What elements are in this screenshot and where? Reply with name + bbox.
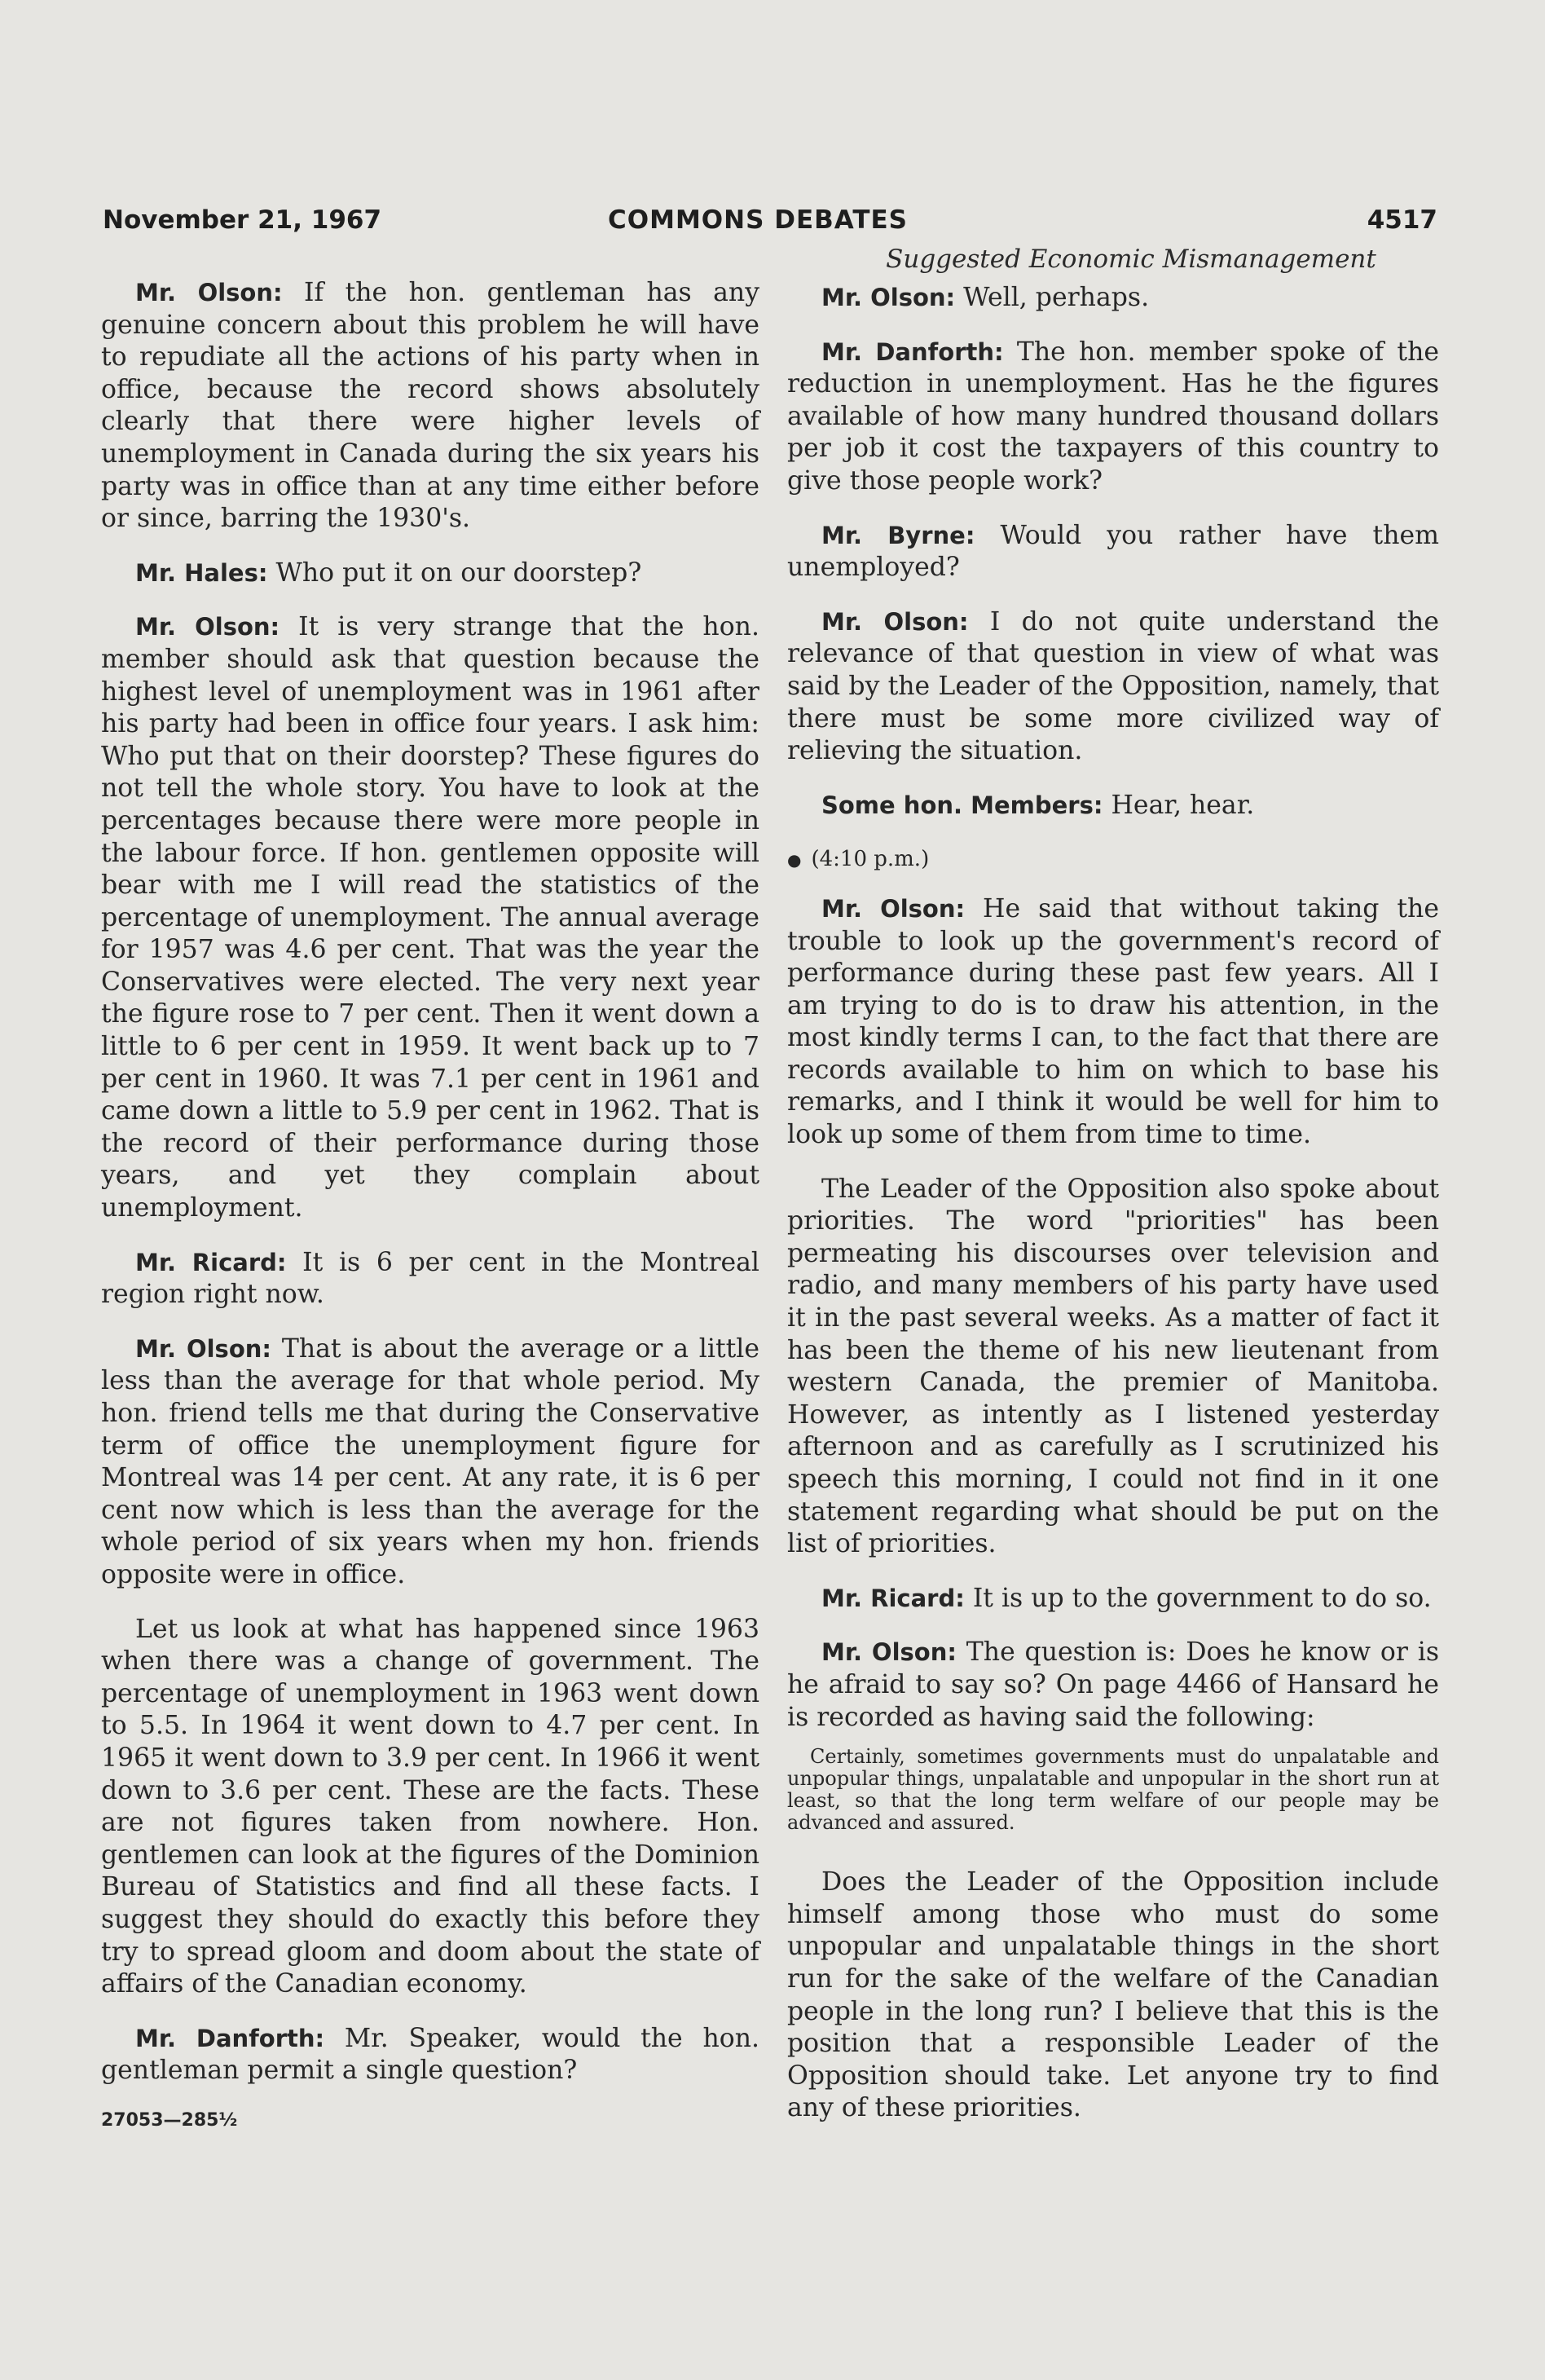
time-stamp: (4:10 p.m.) (811, 847, 930, 872)
paragraph (101, 558, 759, 590)
paragraph (787, 606, 1439, 768)
speaker-name: Mr. Ricard: (135, 1248, 287, 1276)
speech-text: It is up to the government to do so. (964, 1583, 1432, 1613)
paragraph (101, 611, 759, 1224)
speech-text: The Leader of the Opposition also spoke about priorities. The word "priorities" has been permeating his discourses over television and radio, and many members of his party have used it in the past several weeks. As a matter of fact it has been the theme of his new lieutenant from western Canada, the premier of Manitoba. However, as intently as I listened yesterday afternoon and as carefully as I scrutinized his speech this morning, I could not find in it one statement regarding what should be put on the list of priorities. (787, 1174, 1439, 1559)
speaker-name: Mr. Olson: (821, 607, 969, 636)
speech-text: Let us look at what has happened since 1963 when there was a change of government. The percentage of unemployment in 1963 went down to 5.5. In 1964 it went down to 4.7 per cent. In 1965 it went down to 3.9 per cent. In 1966 it went down to 3.6 per cent. These are the facts. These are not figures taken from nowhere. Hon. gentlemen can look at the figures of the Dominion Bureau of Statistics and find all these facts. I suggest they should do exactly this before they try to spread gloom and doom about the state of affairs of the Canadian economy. (101, 1614, 759, 1999)
speech-text: If the hon. gentleman has any genuine concern about this problem he will have to repudiate all the actions of his party when in office, because the record shows absolutely clearly that there were higher levels of unemployment in Canada during the six years his party was in office than at any time either before or since, barring the 1930's. (101, 278, 759, 534)
paragraph (787, 1867, 1439, 2125)
speaker-name: Mr. Danforth: (135, 2024, 325, 2052)
paragraph (101, 277, 759, 536)
speech-text: The question is: Does he know or is he afraid to say so? On page 4466 of Hansard he is recorded as having said the following: (787, 1637, 1439, 1732)
speech-text: Mr. Speaker, would the hon. gentleman permit a single question? (101, 2023, 759, 2086)
speech-text: He said that without taking the trouble to look up the government's record of performance during these past few years. All I am trying to do is to draw his attention, in the most kindly terms I can, to the fact that there are records available to him on which to base his remarks, and I think it would be well for him to look up some of them from time to time. (787, 893, 1439, 1150)
paragraph (787, 1637, 1439, 1734)
left-column (101, 277, 759, 2158)
footer-code: 27053—285½ (101, 2109, 238, 2131)
bullet-icon: ● (787, 850, 802, 870)
speaker-name: Mr. Danforth: (821, 337, 1004, 366)
speaker-name: Mr. Byrne: (821, 521, 975, 549)
speaker-name: Mr. Ricard: (821, 1584, 965, 1612)
paragraph (787, 520, 1439, 584)
speech-text: Does the Leader of the Opposition include himself among those who must do some unpopular and unpalatable things in the short run for the sake of the welfare of the Canadian people in the long run? I believe that this is the position that a responsible Leader of the Opposition should take. Let anyone try to find any of these priorities. (787, 1867, 1439, 2123)
speech-text: It is very strange that the hon. member should ask that question because the highest level of unemployment was in 1961 after his party had been in office four years. I ask him: Who put that on their doorstep? These figures do not tell the whole story. You have to look at the percentages because there were more people in the labour force. If hon. gentlemen opposite will bear with me I will read the statistics of the percentage of unemployment. The annual average for 1957 was 4.6 per cent. That was the year the Conservatives were elected. The very next year the figure rose to 7 per cent. Then it went down a little to 6 per cent in 1959. It went back up to 7 per cent in 1960. It was 7.1 per cent in 1961 and came down a little to 5.9 per cent in 1962. That is the record of their performance during those years, and yet they complain about unemployment. (101, 612, 759, 1223)
speaker-name: Mr. Olson: (135, 279, 283, 306)
speech-text: The hon. member spoke of the reduction in unemployment. Has he the figures available of how many hundred thousand dollars per job it cost the taxpayers of this country to give those people work? (787, 337, 1439, 496)
speech-text: That is about the average or a little less than the average for that whole period. My hon. friend tells me that during the Conservative term of office the unemployment figure for Montreal was 14 per cent. At any rate, it is 6 per cent now which is less than the average for the whole period of six years when my hon. friends opposite were in office. (101, 1333, 759, 1589)
speaker-name: Mr. Olson: (821, 284, 956, 311)
speaker-name: Some hon. Members: (821, 791, 1103, 819)
speech-text: Hear, hear. (1103, 790, 1255, 820)
header-date: November 21, 1967 (103, 205, 382, 235)
page-number: 4517 (1367, 205, 1437, 235)
speech-text: It is 6 per cent in the Montreal region right now. (101, 1247, 760, 1310)
paragraph (787, 1174, 1439, 1561)
speech-text: Well, perhaps. (955, 283, 1150, 312)
paragraph (101, 1614, 759, 2001)
block-quote: Certainly, sometimes governments must do unpalatable and unpopular things, unpalatable and unpopular in the short run at least, so that the long term welfare of our people may be advanced and assured. (787, 1745, 1439, 1835)
speaker-name: Mr. Olson: (821, 1638, 957, 1667)
paragraph (787, 893, 1439, 1152)
right-column (787, 282, 1439, 2147)
paragraph (101, 1247, 759, 1311)
time-stamp-line (787, 844, 1439, 877)
speaker-name: Mr. Olson: (135, 613, 280, 641)
speech-text: I do not quite understand the relevance of that question in view of what was said by the Leader of the Opposition, namely, that there must be some more civilized way of relieving the situation. (787, 606, 1439, 766)
header-title: COMMONS DEBATES (608, 205, 908, 235)
paragraph (101, 2023, 759, 2087)
speaker-name: Mr. Olson: (135, 1334, 271, 1363)
speech-text: Who put it on our doorstep? (267, 558, 642, 588)
speaker-name: Mr. Olson: (821, 894, 966, 923)
paragraph (787, 282, 1439, 315)
speech-text: Would you rather have them unemployed? (787, 520, 1439, 583)
section-subheading: Suggested Economic Mismanagement (886, 245, 1376, 274)
paragraph (787, 790, 1439, 822)
paragraph (101, 1333, 759, 1592)
paragraph (787, 1583, 1439, 1615)
speaker-name: Mr. Hales: (135, 558, 268, 587)
paragraph (787, 337, 1439, 498)
